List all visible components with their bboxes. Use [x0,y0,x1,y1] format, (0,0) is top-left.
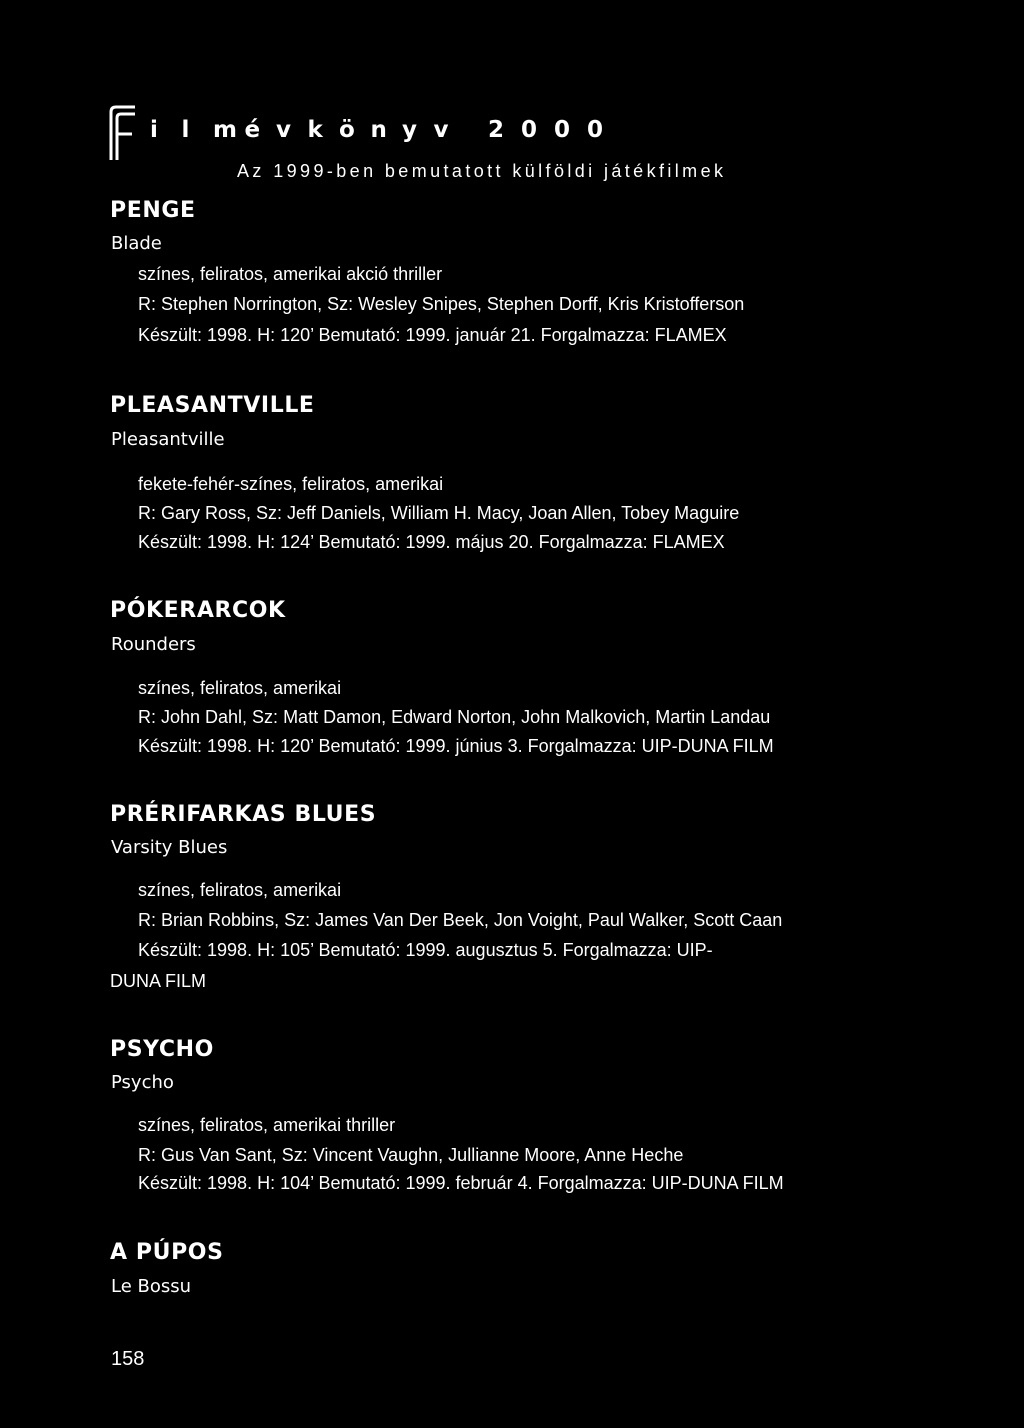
film-details: Készült: 1998. H: 104’ Bemutató: 1999. február 4. Forgalmazza: UIP-DUNA FILM [138,1173,784,1193]
film-description: színes, feliratos, amerikai akció thriller [138,264,443,284]
film-credits: R: Stephen Norrington, Sz: Wesley Snipes, Stephen Dorff, Kris Kristofferson [138,294,745,314]
film-details: Készült: 1998. H: 120’ Bemutató: 1999. június 3. Forgalmazza: UIP-DUNA FILM [138,736,774,756]
film-credits: R: Gus Van Sant, Sz: Vincent Vaughn, Jullianne Moore, Anne Heche [138,1145,684,1165]
brand-letter: v [276,117,291,143]
film-title: PSYCHO [110,1037,214,1062]
brand-letter: y [402,117,417,143]
film-details-continuation: DUNA FILM [110,971,207,991]
year-digit: 0 [521,117,538,143]
year-digit: 0 [554,117,571,143]
film-original-title: Rounders [111,634,196,655]
film-original-title: Blade [111,233,162,254]
brand-letter: é [244,117,261,143]
film-details: Készült: 1998. H: 120’ Bemutató: 1999. január 21. Forgalmazza: FLAMEX [138,325,727,345]
film-details: Készült: 1998. H: 105’ Bemutató: 1999. augusztus 5. Forgalmazza: UIP- [138,940,713,960]
film-original-title: Varsity Blues [111,837,228,858]
film-title: PENGE [110,198,196,223]
year-digit: 0 [587,117,604,143]
brand-letter: n [370,117,387,143]
film-description: színes, feliratos, amerikai [138,678,342,698]
film-original-title: Le Bossu [111,1276,192,1297]
brand-letter: l [181,117,190,143]
brand-letter: v [433,117,449,143]
film-title: PRÉRIFARKAS BLUES [110,802,377,827]
film-credits: R: Gary Ross, Sz: Jeff Daniels, William H. Macy, Joan Allen, Tobey Maguire [138,503,740,523]
film-credits: R: John Dahl, Sz: Matt Damon, Edward Norton, John Malkovich, Martin Landau [138,707,771,727]
f-logo-icon [108,104,138,162]
film-title: PÓKERARCOK [110,598,286,623]
page-number: 158 [111,1348,145,1370]
film-description: színes, feliratos, amerikai thriller [138,1115,396,1135]
section-subtitle: Az 1999-ben bemutatott külföldi játékfilmek [237,161,727,181]
film-title: A PÚPOS [110,1240,224,1265]
brand-year [488,117,620,143]
film-description: színes, feliratos, amerikai [138,880,342,900]
brand-letter: ö [339,117,355,143]
film-details: Készült: 1998. H: 124’ Bemutató: 1999. május 20. Forgalmazza: FLAMEX [138,532,725,552]
brand-letter: k [307,117,323,143]
film-original-title: Pleasantville [111,429,225,450]
book-title [150,117,620,143]
film-title: PLEASANTVILLE [110,393,315,418]
film-description: fekete-fehér-színes, feliratos, amerikai [138,474,444,494]
brand-letter: m [213,117,237,143]
film-original-title: Psycho [111,1072,174,1093]
film-credits: R: Brian Robbins, Sz: James Van Der Beek, Jon Voight, Paul Walker, Scott Caan [138,910,783,930]
brand-letter: i [150,117,158,143]
year-digit: 2 [488,117,505,143]
